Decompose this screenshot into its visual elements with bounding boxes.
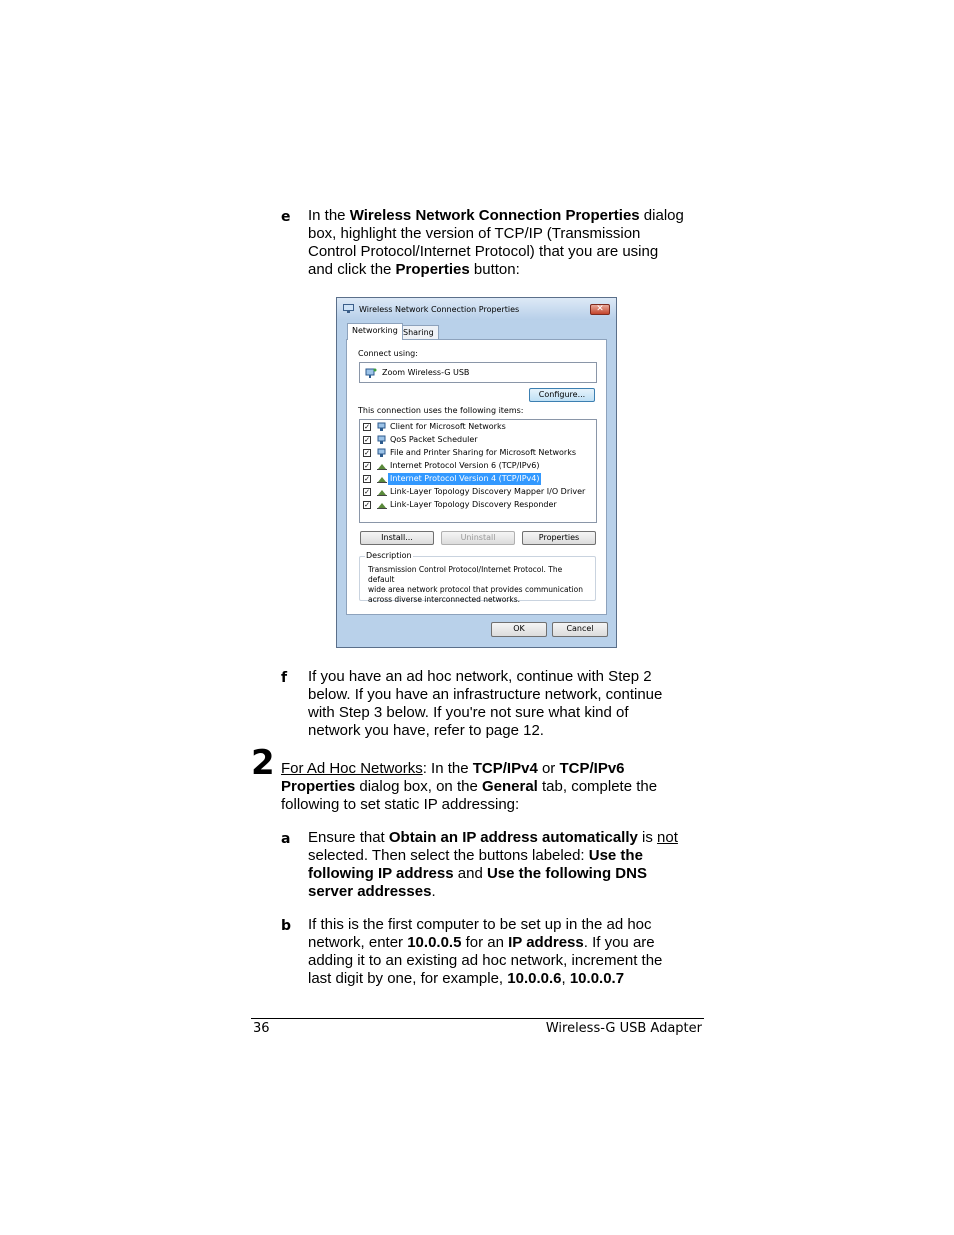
text-run: Use the following DNS (486, 865, 647, 882)
text-run: Ensure that (308, 829, 389, 846)
step-a-text (308, 829, 708, 901)
step-f-marker: f (281, 670, 288, 686)
network-service-icon (377, 435, 387, 445)
text-run: not (657, 829, 678, 846)
network-client-icon (377, 422, 387, 432)
text-run: IP address (508, 934, 584, 951)
text-run: 10.0.0.7 (569, 970, 625, 987)
connect-using-label: Connect using: (358, 349, 418, 358)
description-label: Description (366, 551, 412, 560)
text-run: Properties (281, 778, 356, 795)
text-line: network you have, refer to page 12. (308, 722, 544, 739)
checkbox[interactable]: ✓ (364, 501, 370, 509)
text-run: selected. Then select the buttons labeled: (308, 847, 589, 864)
configure-button[interactable]: Configure... (529, 388, 595, 402)
step-2-text (281, 760, 711, 814)
text-run: In the (308, 207, 350, 224)
protocol-icon (377, 500, 387, 510)
text-run: Wireless Network Connection Properties (349, 207, 640, 224)
properties-button[interactable]: Properties (522, 531, 596, 545)
text-line: adding it to an existing ad hoc network, increment the (308, 952, 663, 969)
dialog-title: Wireless Network Connection Properties (359, 305, 520, 314)
text-run: dialog box, on the (355, 778, 482, 795)
step-e-marker: e (281, 209, 291, 225)
text-line: below. If you have an infrastructure network, continue (308, 686, 663, 703)
text-line: If this is the first computer to be set up in the ad hoc (308, 916, 652, 933)
protocol-icon (377, 487, 387, 497)
text-run: button: (469, 261, 520, 278)
footer-product-name: Wireless-G USB Adapter (545, 1021, 702, 1036)
protocol-icon (377, 461, 387, 471)
items-list[interactable] (359, 419, 597, 523)
text-run: . If you are (583, 934, 655, 951)
description-group (359, 551, 596, 604)
step-2-number: 2 (251, 743, 275, 783)
tab-networking[interactable]: Networking (347, 323, 403, 340)
checkbox[interactable]: ✓ (364, 449, 370, 457)
description-text (368, 565, 588, 605)
footer-rule (251, 1018, 704, 1019)
description-line: wide area network protocol that provides communication (368, 585, 583, 594)
text-run: Properties (395, 261, 470, 278)
description-line: across diverse interconnected networks. (368, 595, 521, 604)
step-b-marker: b (281, 918, 292, 934)
text-line: Control Protocol/Internet Protocol) that you are using (308, 243, 659, 260)
tab-sharing[interactable]: Sharing (398, 325, 439, 340)
network-icon (343, 304, 354, 313)
text-run: 10.0.0.6 (507, 970, 562, 987)
wireless-properties-dialog (336, 297, 617, 648)
text-run: and click the (308, 261, 396, 278)
items-label: This connection uses the following items: (358, 406, 524, 415)
text-run: tab, complete the (537, 778, 658, 795)
text-run: TCP/IPv4 (472, 760, 538, 777)
step-b-text (308, 916, 708, 988)
protocol-icon (377, 474, 387, 484)
text-run: and (453, 865, 487, 882)
text-run: General (481, 778, 538, 795)
network-service-icon (377, 448, 387, 458)
text-run: following IP address (308, 865, 454, 882)
uninstall-button[interactable]: Uninstall (441, 531, 515, 545)
text-run: network, enter (308, 934, 408, 951)
text-run: for an (461, 934, 509, 951)
item-label: Link-Layer Topology Discovery Responder (390, 500, 557, 509)
checkbox[interactable]: ✓ (364, 475, 370, 483)
checkbox[interactable]: ✓ (364, 462, 370, 470)
text-run: dialog (639, 207, 684, 224)
text-run: Obtain an IP address automatically (388, 829, 638, 846)
step-f-text (308, 668, 708, 740)
text-run: TCP/IPv6 (559, 760, 625, 777)
networking-panel (346, 339, 607, 615)
text-run: Use the (588, 847, 643, 864)
text-line: with Step 3 below. If you're not sure what kind of (308, 704, 629, 721)
item-label: Link-Layer Topology Discovery Mapper I/O Driver (390, 487, 586, 496)
item-label: File and Printer Sharing for Microsoft Networks (390, 448, 576, 457)
text-run: : In the (422, 760, 473, 777)
text-line: If you have an ad hoc network, continue with Step 2 (308, 668, 652, 685)
text-line: box, highlight the version of TCP/IP (Transmission (308, 225, 641, 242)
close-button[interactable]: ✕ (590, 304, 610, 315)
description-line: Transmission Control Protocol/Internet Protocol. The default (368, 565, 563, 584)
item-label: QoS Packet Scheduler (390, 435, 478, 444)
ok-button[interactable]: OK (491, 622, 547, 637)
item-label: Internet Protocol Version 6 (TCP/IPv6) (390, 461, 540, 470)
checkbox[interactable]: ✓ (364, 423, 370, 431)
text-run: . (431, 883, 436, 900)
checkbox[interactable]: ✓ (364, 436, 370, 444)
adapter-icon (365, 367, 377, 379)
text-run: server addresses (308, 883, 432, 900)
step-e-text (308, 207, 708, 279)
dialog-title-bar (337, 298, 616, 320)
text-run: , (561, 970, 570, 987)
cancel-button[interactable]: Cancel (552, 622, 608, 637)
ad-hoc-networks-link[interactable]: For Ad Hoc Networks (281, 760, 423, 777)
checkbox[interactable]: ✓ (364, 488, 370, 496)
item-label: Internet Protocol Version 4 (TCP/IPv4) (390, 474, 540, 483)
text-run: 10.0.0.5 (407, 934, 462, 951)
text-run: is (637, 829, 658, 846)
install-button[interactable]: Install... (360, 531, 434, 545)
text-run: or (537, 760, 560, 777)
adapter-field (359, 362, 597, 383)
adapter-name: Zoom Wireless-G USB (382, 368, 470, 377)
step-a-marker: a (281, 831, 291, 847)
page-number: 36 (253, 1021, 270, 1036)
item-label: Client for Microsoft Networks (390, 422, 506, 431)
text-run: last digit by one, for example, (308, 970, 508, 987)
text-line: following to set static IP addressing: (281, 796, 520, 813)
